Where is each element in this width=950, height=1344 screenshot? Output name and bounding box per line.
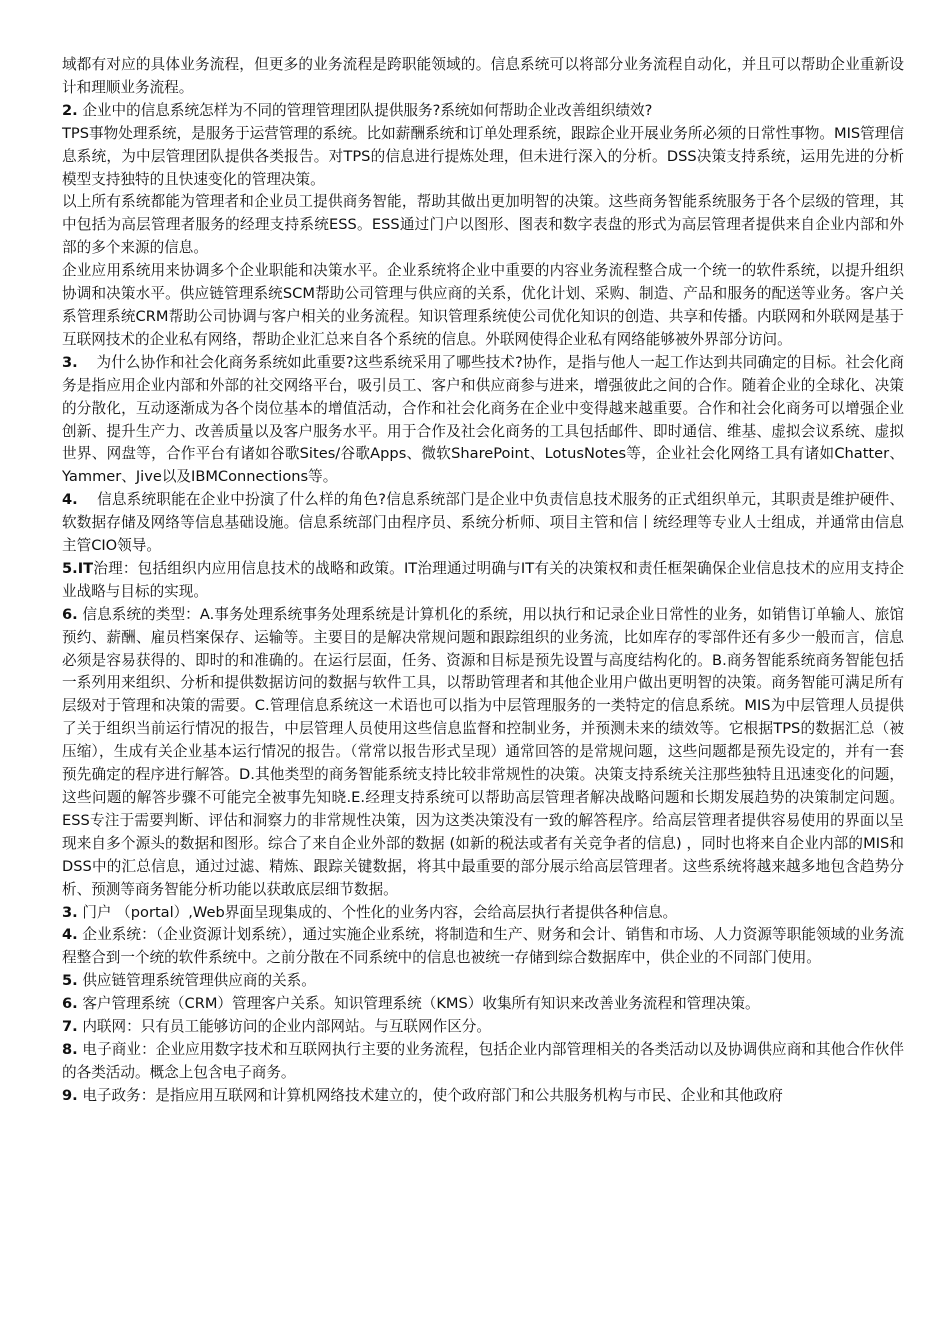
paragraph-number: 3.	[62, 353, 78, 371]
paragraph-text: 供应链管理系统管理供应商的关系。	[77, 972, 316, 990]
paragraph-text: 企业应用系统用来协调多个企业职能和决策水平。企业系统将企业中重要的内容业务流程整合成一个统一的软件系统，以提升组织协调和决策水平。供应链管理系统SCM帮助公司管理与供应商的关系，优化计划、采购、制造、产品和服务的配送等业务。客户关系管理系统CRM帮助公司协调与客户相关的业务流程。知识管理系统使公司优化知识的创造、共享和传播。内联网和外联网是基于互联网技术的企业私有网络，帮助企业汇总来自各个系统的信息。外联网使得企业私有网络能够被外界部分访问。	[62, 262, 904, 348]
paragraph-text: 以上所有系统都能为管理者和企业员工提供商务智能，帮助其做出更加明智的决策。这些商务智能系统服务于各个层级的管理，其中包括为高层管理者服务的经理支持系统ESS。ESS通过门户以图形、图表和数字表盘的形式为高层管理者提供来自企业内部和外部的多个来源的信息。	[62, 193, 904, 257]
paragraph-text: 企业系统：（企业资源计划系统），通过实施企业系统，将制造和生产、财务和会计、销售和市场、人力资源等职能领域的业务流程整合到一个统的软件系统中。之前分散在不同系统中的信息也被统一存储到综合数据库中，供企业的不同部门使用。	[62, 926, 904, 967]
paragraph-number: 9.	[62, 1086, 78, 1104]
paragraph-p-intranet	[62, 1016, 904, 1039]
paragraph-text: 为什么协作和社会化商务系统如此重要?这些系统采用了哪些技术?协作，是指与他人一起工作达到共同确定的目标。社会化商务是指应用企业内部和外部的社交网络平台，吸引员工、客户和供应商参与进来，增强彼此之间的合作。随着企业的全球化、决策的分散化，互动逐渐成为各个岗位基本的增值活动，合作和社会化商务在企业中变得越来越重要。合作和社会化商务可以增强企业创新、提升生产力、改善质量以及客户服务水平。用于合作及社会化商务的工具包括邮件、即时通信、维基、虚拟会议系统、虚拟世界、网盘等，合作平台有诸如谷歌Sites/谷歌Apps、微软SharePoint、LotusNotes等，企业社会化网络工具有诸如Chatter、Yammer、Jive以及IBMConnections等。	[62, 353, 904, 486]
paragraph-text: 电子政务：是指应用互联网和计算机网络技术建立的，使个政府部门和公共服务机构与市民、企业和其他政府	[77, 1086, 783, 1104]
paragraph-number: 8.	[62, 1040, 78, 1058]
paragraph-p-erp	[62, 924, 904, 970]
paragraph-p-enterprise-apps	[62, 260, 904, 352]
paragraph-p-scm	[62, 970, 904, 993]
paragraph-p-ebusiness	[62, 1039, 904, 1085]
paragraph-p-q2	[62, 100, 904, 123]
paragraph-number: 3.	[62, 903, 78, 921]
paragraph-p-tps	[62, 123, 904, 192]
paragraph-text: 域都有对应的具体业务流程，但更多的业务流程是跨职能领域的。信息系统可以将部分业务流程自动化，并且可以帮助企业重新设计和理顺业务流程。	[62, 56, 904, 96]
paragraph-text: 内联网：只有员工能够访问的企业内部网站。与互联网作区分。	[77, 1018, 491, 1036]
paragraph-text: 企业中的信息系统怎样为不同的管理管理团队提供服务?系统如何帮助企业改善组织绩效?	[77, 101, 653, 119]
paragraph-p-q6	[62, 604, 904, 902]
paragraph-p-portal	[62, 902, 904, 925]
paragraph-text: 信息系统的类型：A.事务处理系统事务处理系统是计算机化的系统，用以执行和记录企业日常性的业务，如销售订单输人、旅馆预约、薪酬、雇员档案保存、运输等。主要目的是解决常规问题和跟踪组织的业务流，比如库存的零部件还有多少一般而言，信息必须是容易获得的、即时的和准确的。在运行层面，任务、资源和目标是预先设置与高度结构化的。B.商务智能系统商务智能包括一系列用来组织、分析和提供数据访问的数据与软件工具，以帮助管理者和其他企业用户做出更明智的决策。商务智能可满足所有层级对于管理和决策的需要。C.管理信息系统这一术语也可以指为中层管理服务的一类特定的信息系统。MIS为中层管理人员提供了关于组织当前运行情况的报告，中层管理人员使用这些信息监督和控制业务，并预测未来的绩效等。它根据TPS的数据汇总（被压缩），生成有关企业基本运行情况的报告。（常常以报告形式呈现）通常回答的是常规问题，这些问题都是预先设定的，并有一套预先确定的程序进行解答。D.其他类型的商务智能系统支持比较非常规性的决策。决策支持系统关注那些独特且迅速变化的问题，这些问题的解答步骤不可能完全被事先知晓.E.经理支持系统可以帮助高层管理者解决战略问题和长期发展趋势的决策制定问题。ESS专注于需要判断、评估和洞察力的非常规性决策，因为这类决策没有一致的解答程序。给高层管理者提供容易使用的界面以呈现来自多个源头的数据和图形。综合了来自企业外部的数据 (如新的税法或者有关竞争者的信息) ，同时也将来自企业内部的MIS和DSS中的汇总信息，通过过滤、精炼、跟踪关键数据，将其中最重要的部分展示给高层管理者。这些系统将越来越多地包含趋势分析、预测等商务智能分析功能以获敢底层细节数据。	[62, 605, 904, 898]
paragraph-p-bi	[62, 191, 904, 260]
paragraph-text: 门户 （portal）,Web界面呈现集成的、个性化的业务内容，会给高层执行者提供各种信息。	[77, 903, 678, 921]
paragraph-text: 信息系统职能在企业中扮演了什么样的角色?信息系统部门是企业中负责信息技术服务的正式组织单元，其职责是维护硬件、软数据存储及网络等信息基础设施。信息系统部门由程序员、系统分析师、项目主管和信丨统经理等专业人士组成，并通常由信息主管CIO领导。	[62, 491, 904, 555]
paragraph-text: 治理：包括组织内应用信息技术的战略和政策。IT治理通过明确与IT有关的决策权和责任框架确保企业信息技术的应用支持企业战略与目标的实现。	[62, 559, 904, 600]
paragraph-text: 电子商业：企业应用数字技术和互联网执行主要的业务流程，包括企业内部管理相关的各类活动以及协调供应商和其他合作伙伴的各类活动。概念上包含电子商务。	[62, 1040, 904, 1081]
paragraph-number: 4.	[62, 926, 78, 944]
paragraph-p-q4	[62, 489, 904, 558]
paragraph-number: 5.IT	[62, 559, 94, 577]
paragraph-number: 4.	[62, 491, 78, 509]
paragraph-text: TPS事物处理系统，是服务于运营管理的系统。比如薪酬系统和订单处理系统，跟踪企业开展业务所必须的日常性事物。MIS管理信息系统，为中层管理团队提供各类报告。对TPS的信息进行提炼处理，但未进行深入的分析。DSS决策支持系统，运用先进的分析模型支持独特的且快速变化的管理决策。	[62, 124, 904, 188]
paragraph-number: 7.	[62, 1018, 78, 1036]
paragraph-text: 客户管理系统（CRM）管理客户关系。知识管理系统（KMS）收集所有知识来改善业务流程和管理决策。	[77, 995, 760, 1013]
paragraph-p-egov	[62, 1085, 904, 1108]
paragraph-number: 5.	[62, 972, 78, 990]
paragraph-p-q5	[62, 558, 904, 604]
paragraph-p-q3	[62, 352, 904, 489]
paragraph-p-intro-cont	[62, 54, 904, 100]
paragraph-number: 2.	[62, 101, 78, 119]
paragraph-number: 6.	[62, 995, 78, 1013]
paragraph-number: 6.	[62, 605, 78, 623]
paragraph-p-crm	[62, 993, 904, 1016]
